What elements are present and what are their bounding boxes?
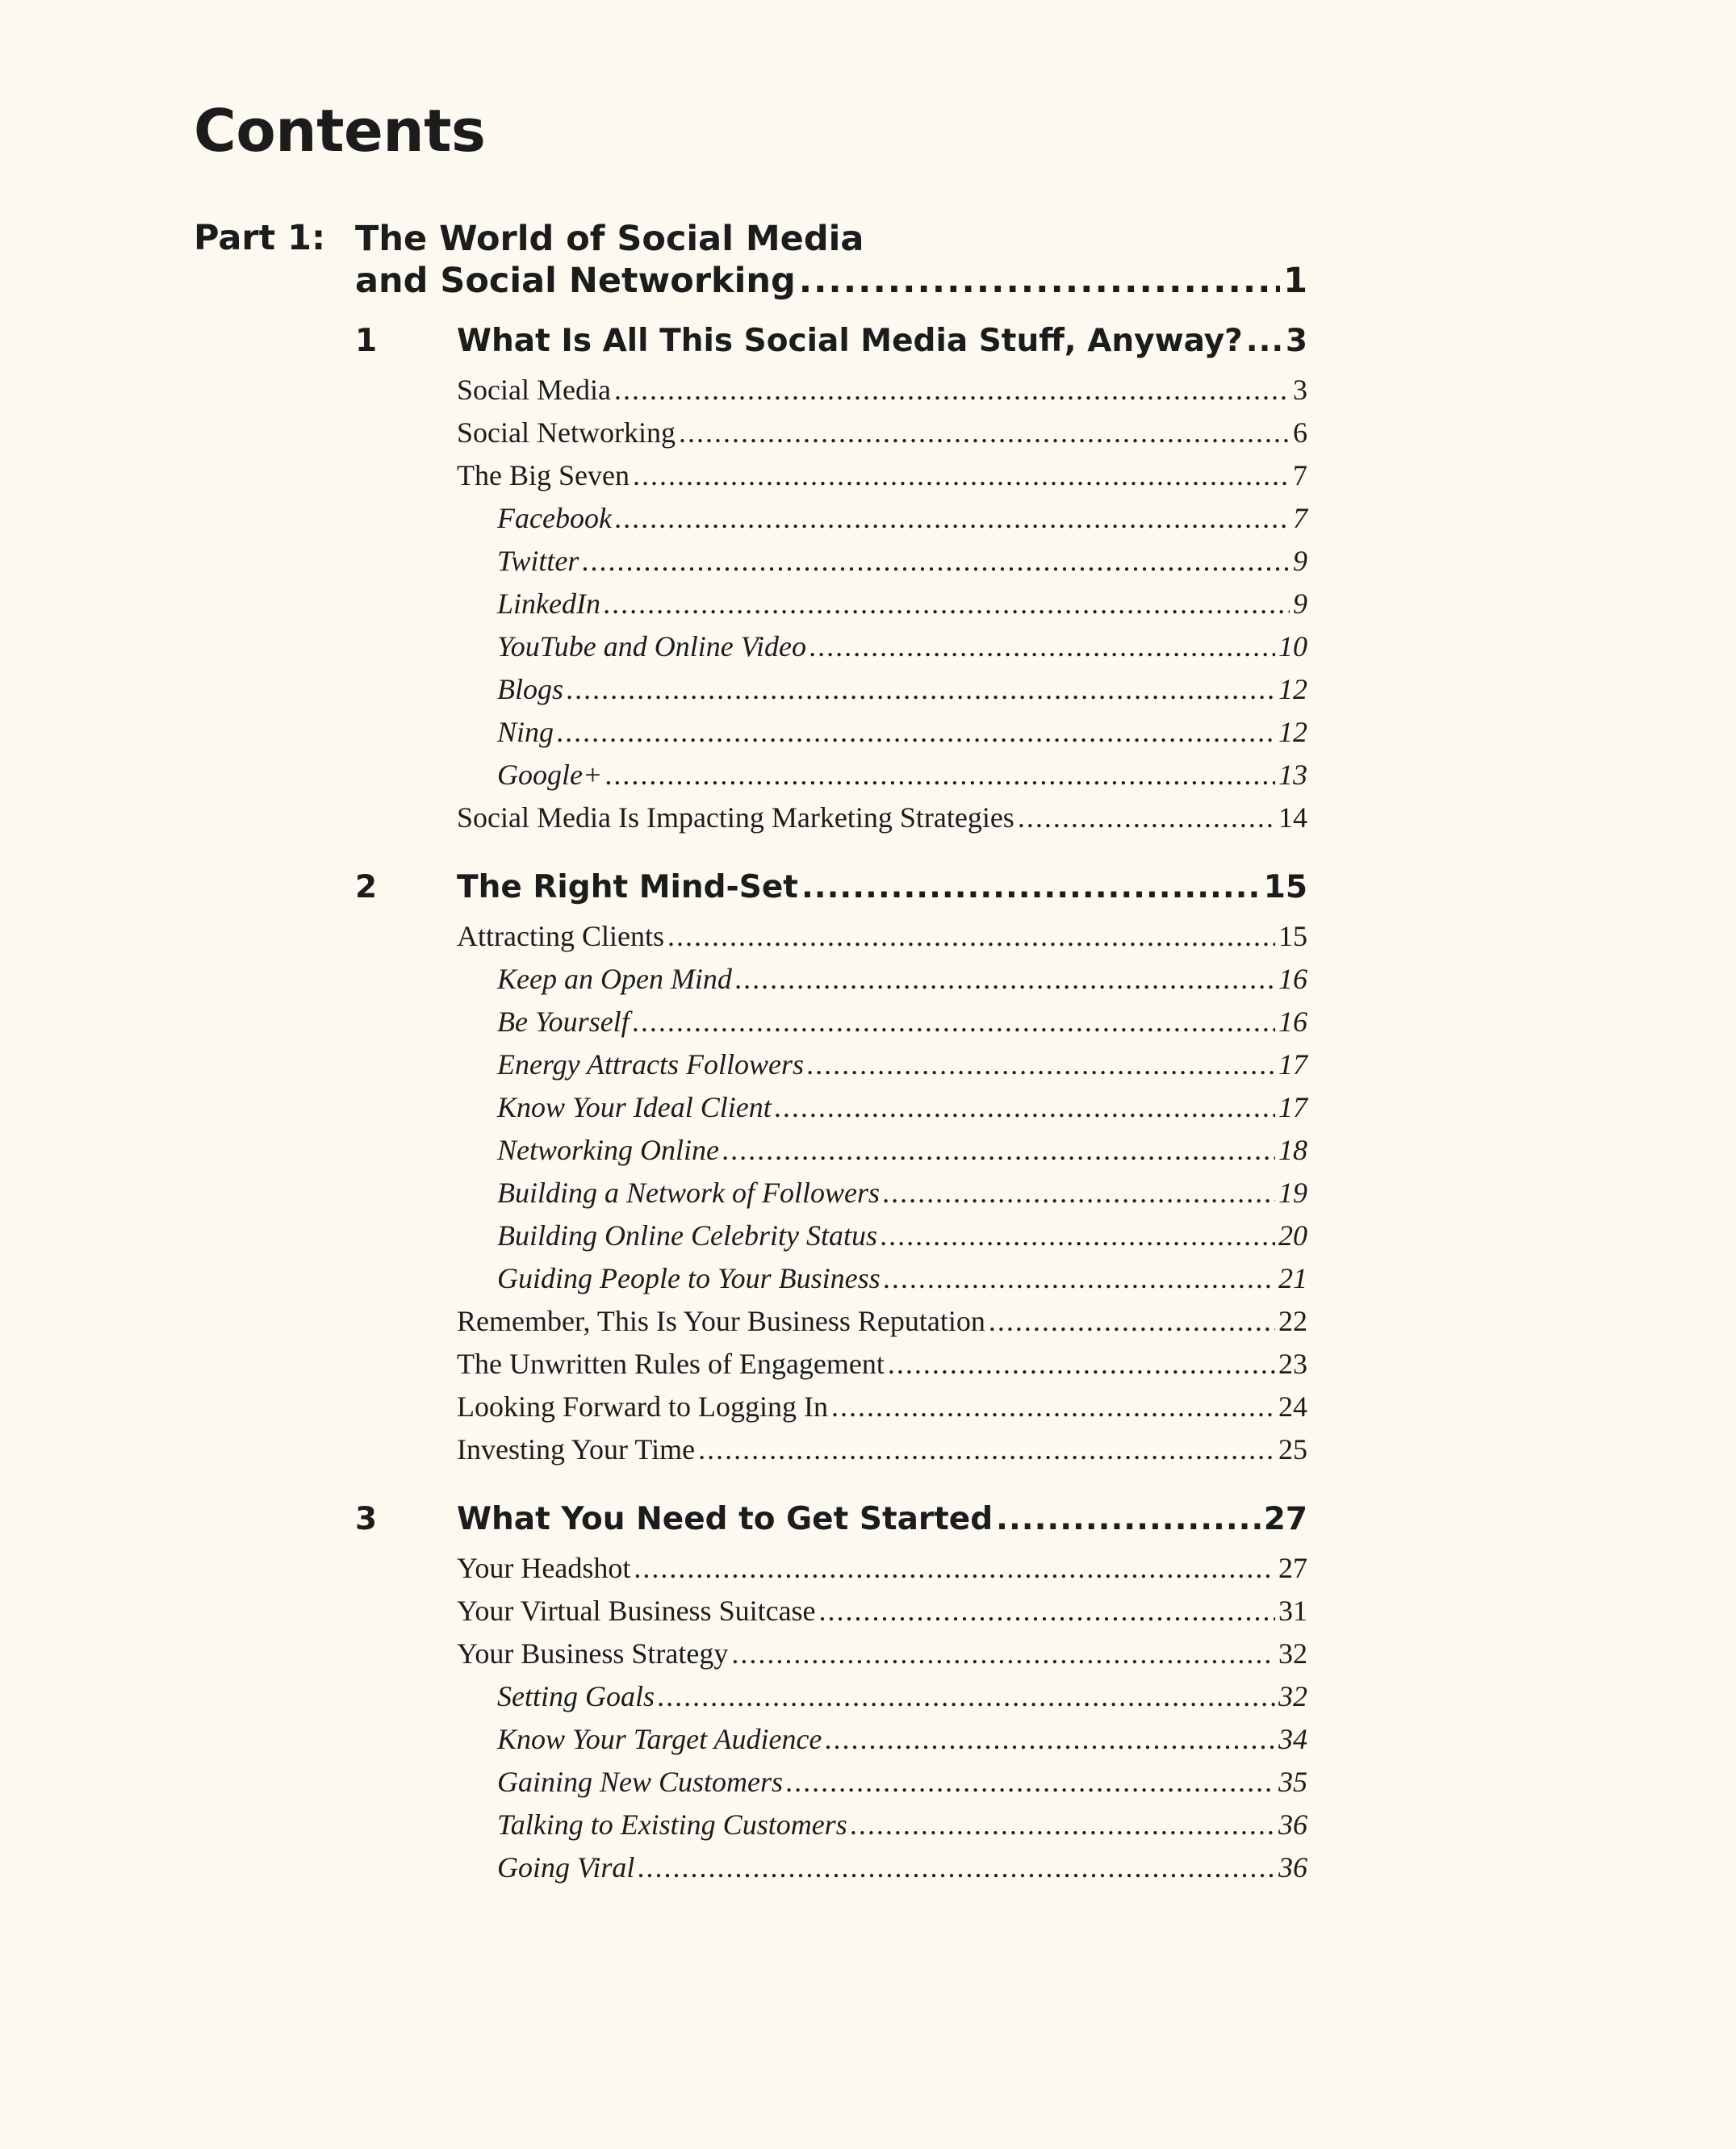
dot-leader xyxy=(786,1765,1275,1799)
dot-leader xyxy=(567,672,1275,706)
dot-leader xyxy=(633,458,1290,492)
dot-leader xyxy=(1018,801,1275,834)
entry-title: Setting Goals xyxy=(497,1680,655,1712)
toc-entry[interactable] xyxy=(457,919,1307,962)
toc-entry[interactable] xyxy=(457,458,1307,501)
dot-leader xyxy=(801,869,1261,905)
chapter-number: 1 xyxy=(355,323,378,359)
toc-subentry[interactable] xyxy=(457,1133,1307,1176)
entry-page-number: 7 xyxy=(1293,502,1307,534)
dot-leader xyxy=(799,260,1280,302)
dot-leader xyxy=(851,1808,1275,1842)
entry-title: LinkedIn xyxy=(497,587,600,620)
chapter-title: The Right Mind-Set xyxy=(457,869,798,905)
entry-page-number: 22 xyxy=(1278,1305,1307,1337)
chapter-title: What You Need to Get Started xyxy=(457,1501,993,1537)
toc-subentry[interactable] xyxy=(457,758,1307,801)
part-label: Part 1: xyxy=(194,218,326,258)
dot-leader xyxy=(633,1005,1275,1039)
toc-entry[interactable] xyxy=(457,1594,1307,1637)
toc-subentry[interactable] xyxy=(457,544,1307,587)
toc-subentry[interactable] xyxy=(457,1808,1307,1850)
entry-title: Keep an Open Mind xyxy=(497,963,732,995)
entry-page-number: 19 xyxy=(1278,1177,1307,1209)
entry-page-number: 34 xyxy=(1278,1723,1307,1755)
entry-page-number: 36 xyxy=(1278,1851,1307,1884)
dot-leader xyxy=(888,1347,1275,1381)
toc-subentry[interactable] xyxy=(457,1722,1307,1765)
entry-page-number: 32 xyxy=(1278,1680,1307,1712)
entry-title: Know Your Target Audience xyxy=(497,1723,822,1755)
dot-leader xyxy=(881,1219,1275,1252)
entry-list xyxy=(457,919,1307,1475)
chapter-page-number: 15 xyxy=(1263,869,1307,905)
dot-leader xyxy=(667,919,1275,953)
entry-title: Ning xyxy=(497,716,554,748)
entry-page-number: 7 xyxy=(1293,459,1307,491)
entry-page-number: 25 xyxy=(1278,1433,1307,1465)
entry-title: Talking to Existing Customers xyxy=(497,1808,847,1841)
part-title-line1: The World of Social Media xyxy=(355,219,864,259)
entry-title: Facebook xyxy=(497,502,612,534)
chapter-heading[interactable] xyxy=(355,869,1307,919)
dot-leader xyxy=(604,587,1290,621)
entry-title: Remember, This Is Your Business Reputation xyxy=(457,1305,985,1337)
toc-subentry[interactable] xyxy=(457,1090,1307,1133)
entry-list xyxy=(457,1551,1307,1893)
entry-page-number: 36 xyxy=(1278,1808,1307,1841)
entry-title: Going Viral xyxy=(497,1851,635,1884)
entry-title: Social Media Is Impacting Marketing Strategies xyxy=(457,801,1014,834)
chapter-page-number: 27 xyxy=(1263,1501,1307,1537)
chapter-heading[interactable] xyxy=(355,1501,1307,1551)
dot-leader xyxy=(731,1637,1275,1670)
entry-title: Know Your Ideal Client xyxy=(497,1091,772,1123)
toc-entry[interactable] xyxy=(457,1637,1307,1679)
toc-entry[interactable] xyxy=(457,1432,1307,1475)
entry-page-number: 23 xyxy=(1278,1348,1307,1380)
dot-leader xyxy=(996,1501,1261,1537)
toc-entry[interactable] xyxy=(457,1551,1307,1594)
dot-leader xyxy=(679,416,1290,449)
entry-page-number: 31 xyxy=(1278,1595,1307,1627)
dot-leader xyxy=(658,1679,1275,1713)
chapter-2 xyxy=(355,869,1307,1475)
toc-subentry[interactable] xyxy=(457,1850,1307,1893)
toc-entry[interactable] xyxy=(457,801,1307,843)
toc-subentry[interactable] xyxy=(457,962,1307,1005)
entry-title: Social Media xyxy=(457,374,611,406)
toc-entry[interactable] xyxy=(457,373,1307,416)
toc-entry[interactable] xyxy=(457,1347,1307,1390)
dot-leader xyxy=(884,1261,1275,1295)
toc-subentry[interactable] xyxy=(457,672,1307,715)
dot-leader xyxy=(807,1047,1275,1081)
entry-page-number: 13 xyxy=(1278,759,1307,791)
entry-page-number: 12 xyxy=(1278,673,1307,705)
dot-leader xyxy=(614,373,1290,407)
toc-subentry[interactable] xyxy=(457,629,1307,672)
part-title xyxy=(355,218,1307,302)
toc-subentry[interactable] xyxy=(457,1765,1307,1808)
dot-leader xyxy=(883,1176,1275,1210)
entry-page-number: 6 xyxy=(1293,416,1307,449)
entry-title: YouTube and Online Video xyxy=(497,630,807,663)
part-page-number: 1 xyxy=(1283,261,1307,301)
dot-leader xyxy=(825,1722,1275,1756)
chapter-page-number: 3 xyxy=(1285,323,1307,359)
entry-title: Be Yourself xyxy=(497,1006,630,1038)
entry-page-number: 10 xyxy=(1278,630,1307,663)
entry-page-number: 20 xyxy=(1278,1219,1307,1252)
chapter-title: What Is All This Social Media Stuff, Anyway? xyxy=(457,323,1243,359)
toc-subentry[interactable] xyxy=(457,1005,1307,1047)
page-title: Contents xyxy=(194,97,486,165)
toc-subentry[interactable] xyxy=(457,1219,1307,1261)
dot-leader xyxy=(989,1304,1275,1338)
entry-title: Gaining New Customers xyxy=(497,1766,784,1798)
entry-title: Networking Online xyxy=(497,1134,719,1166)
entry-page-number: 27 xyxy=(1278,1552,1307,1584)
entry-title: Twitter xyxy=(497,545,579,577)
entry-title: Guiding People to Your Business xyxy=(497,1262,881,1294)
entry-list xyxy=(457,373,1307,843)
dot-leader xyxy=(638,1850,1275,1884)
entry-title: Building Online Celebrity Status xyxy=(497,1219,877,1252)
dot-leader xyxy=(775,1090,1275,1124)
chapter-1 xyxy=(355,323,1307,843)
toc-subentry[interactable] xyxy=(457,587,1307,629)
dot-leader xyxy=(615,501,1290,535)
dot-leader xyxy=(582,544,1290,578)
entry-page-number: 35 xyxy=(1278,1766,1307,1798)
chapter-list xyxy=(355,323,1307,1919)
dot-leader xyxy=(634,1551,1275,1585)
toc-entry[interactable] xyxy=(457,1304,1307,1347)
entry-page-number: 16 xyxy=(1278,963,1307,995)
entry-page-number: 9 xyxy=(1293,587,1307,620)
entry-page-number: 14 xyxy=(1278,801,1307,834)
entry-page-number: 3 xyxy=(1293,374,1307,406)
entry-title: Google+ xyxy=(497,759,603,791)
entry-page-number: 17 xyxy=(1278,1048,1307,1081)
toc-subentry[interactable] xyxy=(457,1176,1307,1219)
dot-leader xyxy=(557,715,1275,749)
dot-leader xyxy=(819,1594,1275,1628)
chapter-number: 3 xyxy=(355,1501,378,1537)
entry-page-number: 24 xyxy=(1278,1390,1307,1423)
entry-title: Your Business Strategy xyxy=(457,1637,729,1670)
entry-page-number: 18 xyxy=(1278,1134,1307,1166)
toc-subentry[interactable] xyxy=(457,1047,1307,1090)
toc-subentry[interactable] xyxy=(457,715,1307,758)
part-title-text: and Social Networking xyxy=(355,261,796,301)
toc-entry[interactable] xyxy=(457,416,1307,458)
entry-page-number: 21 xyxy=(1278,1262,1307,1294)
dot-leader xyxy=(735,962,1275,996)
dot-leader xyxy=(698,1432,1275,1466)
entry-title: Your Headshot xyxy=(457,1552,631,1584)
entry-page-number: 32 xyxy=(1278,1637,1307,1670)
entry-page-number: 16 xyxy=(1278,1006,1307,1038)
entry-page-number: 12 xyxy=(1278,716,1307,748)
entry-title: Looking Forward to Logging In xyxy=(457,1390,828,1423)
entry-title: Attracting Clients xyxy=(457,920,664,952)
entry-page-number: 17 xyxy=(1278,1091,1307,1123)
part-title-line2 xyxy=(355,260,1307,302)
entry-page-number: 15 xyxy=(1278,920,1307,952)
entry-page-number: 9 xyxy=(1293,545,1307,577)
toc-subentry[interactable] xyxy=(457,501,1307,544)
chapter-heading[interactable] xyxy=(355,323,1307,373)
toc-subentry[interactable] xyxy=(457,1261,1307,1304)
entry-title: Social Networking xyxy=(457,416,676,449)
chapter-3 xyxy=(355,1501,1307,1893)
entry-title: The Big Seven xyxy=(457,459,630,491)
entry-title: The Unwritten Rules of Engagement xyxy=(457,1348,885,1380)
dot-leader xyxy=(605,758,1275,792)
chapter-number: 2 xyxy=(355,869,378,905)
entry-title: Your Virtual Business Suitcase xyxy=(457,1595,816,1627)
entry-title: Energy Attracts Followers xyxy=(497,1048,804,1081)
entry-title: Blogs xyxy=(497,673,564,705)
dot-leader xyxy=(831,1390,1275,1424)
dot-leader xyxy=(722,1133,1275,1167)
dot-leader xyxy=(809,629,1275,663)
entry-title: Investing Your Time xyxy=(457,1433,696,1465)
dot-leader xyxy=(1246,323,1282,359)
toc-subentry[interactable] xyxy=(457,1679,1307,1722)
toc-entry[interactable] xyxy=(457,1390,1307,1432)
entry-title: Building a Network of Followers xyxy=(497,1177,880,1209)
